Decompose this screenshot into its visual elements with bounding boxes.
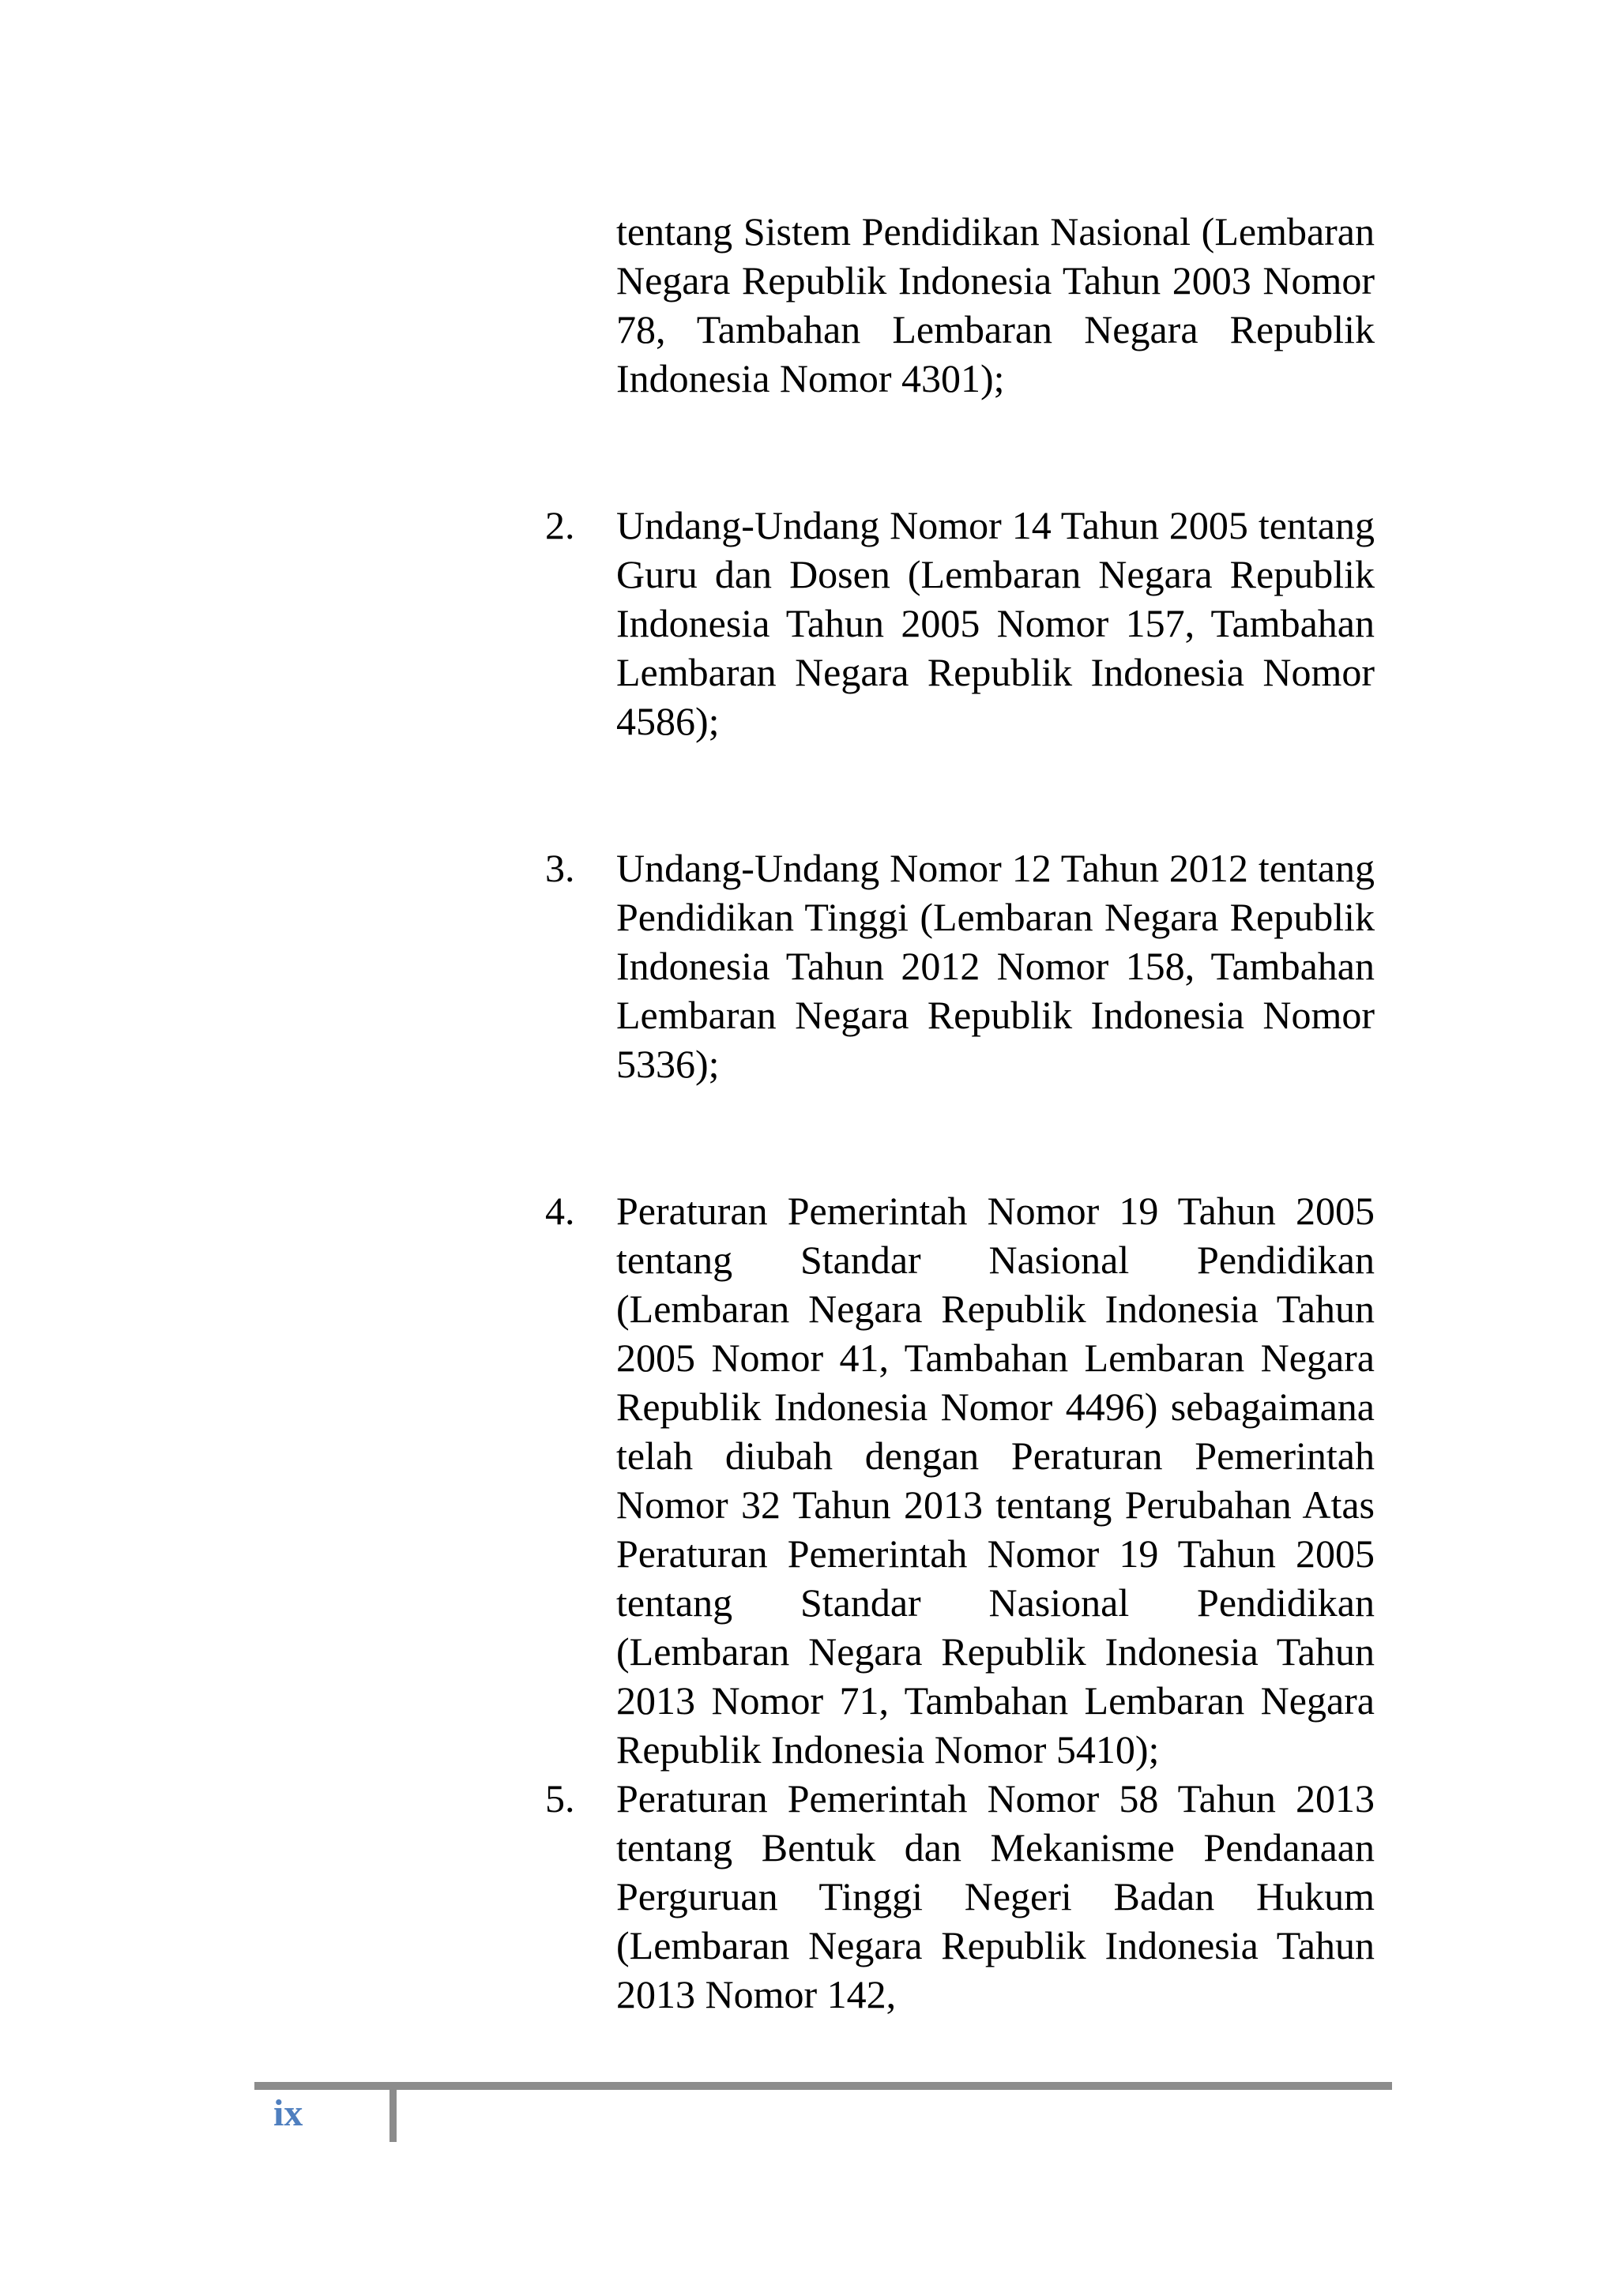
list-item-text: Peraturan Pemerintah Nomor 58 Tahun 2013 tentang Bentuk dan Mekanisme Pendanaan Perguruan Tinggi Negeri Badan Hukum (Lembaran Negara Republik Indonesia Tahun 2013 Nomor 142,	[616, 1776, 1375, 2016]
list-item-text: tentang Sistem Pendidikan Nasional (Lembaran Negara Republik Indonesia Tahun 2003 Nomor 78, Tambahan Lembaran Negara Republik Indonesia Nomor 4301);	[616, 209, 1375, 400]
list-item-number: 5.	[545, 1776, 575, 1821]
list-item-text: Undang-Undang Nomor 14 Tahun 2005 tentang Guru dan Dosen (Lembaran Negara Republik Indonesia Tahun 2005 Nomor 157, Tambahan Lembaran Negara Republik Indonesia Nomor 4586);	[616, 503, 1375, 743]
list-item-number: 3.	[545, 846, 575, 890]
legal-basis-list	[537, 207, 1375, 2019]
list-item-text: Undang-Undang Nomor 12 Tahun 2012 tentang Pendidikan Tinggi (Lembaran Negara Republik Indonesia Tahun 2012 Nomor 158, Tambahan Lembaran Negara Republik Indonesia Nomor 5336);	[616, 846, 1375, 1086]
page-number: ix	[273, 2092, 303, 2134]
item-spacer	[537, 746, 1375, 844]
list-item-5	[537, 1774, 1375, 2019]
list-item-number: 4.	[545, 1189, 575, 1233]
footer-divider-tick	[389, 2090, 397, 2142]
list-item-4	[537, 1186, 1375, 1774]
list-item-continuation	[537, 207, 1375, 403]
item-spacer	[537, 1088, 1375, 1186]
list-item-2	[537, 501, 1375, 746]
list-item-3	[537, 844, 1375, 1088]
list-item-number: 2.	[545, 503, 575, 547]
list-item-text: Peraturan Pemerintah Nomor 19 Tahun 2005 tentang Standar Nasional Pendidikan (Lembaran Negara Republik Indonesia Tahun 2005 Nomor 41, Tambahan Lembaran Negara Republik Indonesia Nomor 4496) sebagaimana telah diubah dengan Peraturan Pemerintah Nomor 32 Tahun 2013 tentang Perubahan Atas Peraturan Pemerintah Nomor 19 Tahun 2005 tentang Standar Nasional Pendidikan (Lembaran Negara Republik Indonesia Tahun 2013 Nomor 71, Tambahan Lembaran Negara Republik Indonesia Nomor 5410);	[616, 1189, 1375, 1772]
item-spacer	[537, 403, 1375, 501]
footer-rule	[254, 2082, 1392, 2090]
